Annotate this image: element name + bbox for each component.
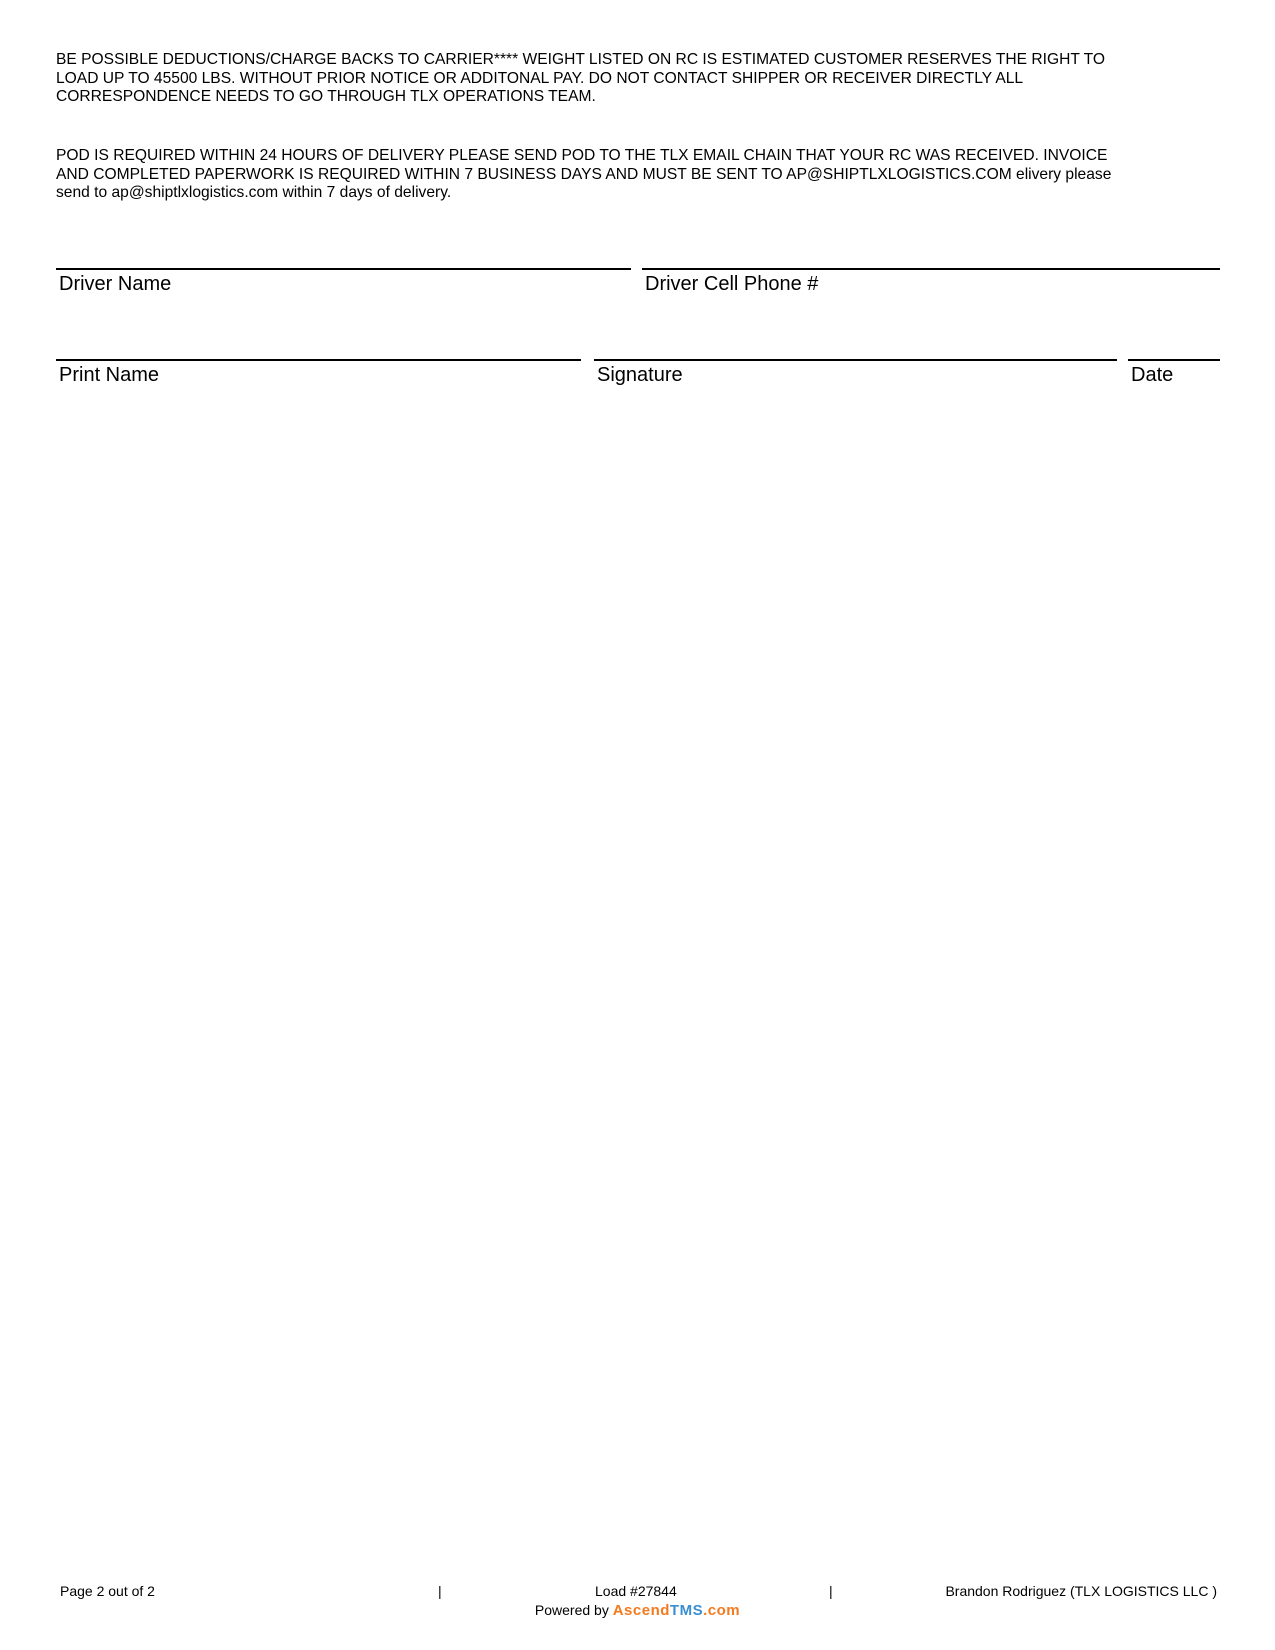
logo-com: .com <box>703 1602 741 1619</box>
logo-tms: TMS <box>669 1602 704 1619</box>
footer-page-number: Page 2 out of 2 <box>60 1583 155 1599</box>
signature-line <box>594 359 1117 361</box>
footer-separator: | <box>829 1583 833 1599</box>
signature-label: Signature <box>597 364 683 386</box>
driver-phone-label: Driver Cell Phone # <box>645 273 819 295</box>
footer-user-company: Brandon Rodriguez (TLX LOGISTICS LLC ) <box>945 1583 1217 1599</box>
print-name-line <box>56 359 581 361</box>
terms-paragraph-pod: POD IS REQUIRED WITHIN 24 HOURS OF DELIVERY PLEASE SEND POD TO THE TLX EMAIL CHAIN THAT YOUR RC WAS RECEIVED. INVOICE AND COMPLETED PAPERWORK IS REQUIRED WITHIN 7 BUSINESS DAYS AND MUST BE SENT TO AP@SHIPTLXLOGISTICS.COM elivery please send to ap@shiptlxlogistics.com within 7 days of delivery. <box>56 147 1112 201</box>
powered-by-label: Powered by <box>534 1602 609 1618</box>
date-label: Date <box>1131 364 1174 386</box>
signature-field <box>594 359 1117 386</box>
footer-separator: | <box>438 1583 442 1599</box>
ascendtms-logo <box>613 1602 740 1619</box>
logo-ascend: Ascend <box>612 1602 670 1619</box>
driver-name-field <box>56 268 631 295</box>
print-name-field <box>56 359 581 386</box>
driver-phone-line <box>642 268 1220 270</box>
powered-by-line <box>0 1601 1275 1620</box>
terms-paragraph-weight: BE POSSIBLE DEDUCTIONS/CHARGE BACKS TO CARRIER**** WEIGHT LISTED ON RC IS ESTIMATED CUSTOMER RESERVES THE RIGHT TO LOAD UP TO 45500 LBS. WITHOUT PRIOR NOTICE OR ADDITONAL PAY. DO NOT CONTACT SHIPPER OR RECEIVER DIRECTLY ALL CORRESPONDENCE NEEDS TO GO THROUGH TLX OPERATIONS TEAM. <box>56 51 1106 105</box>
driver-name-label: Driver Name <box>59 273 172 295</box>
driver-name-line <box>56 268 631 270</box>
date-line <box>1128 359 1220 361</box>
print-name-label: Print Name <box>59 364 160 386</box>
driver-phone-field <box>642 268 1220 295</box>
footer-load-number: Load #27844 <box>595 1583 677 1599</box>
date-field <box>1128 359 1220 386</box>
